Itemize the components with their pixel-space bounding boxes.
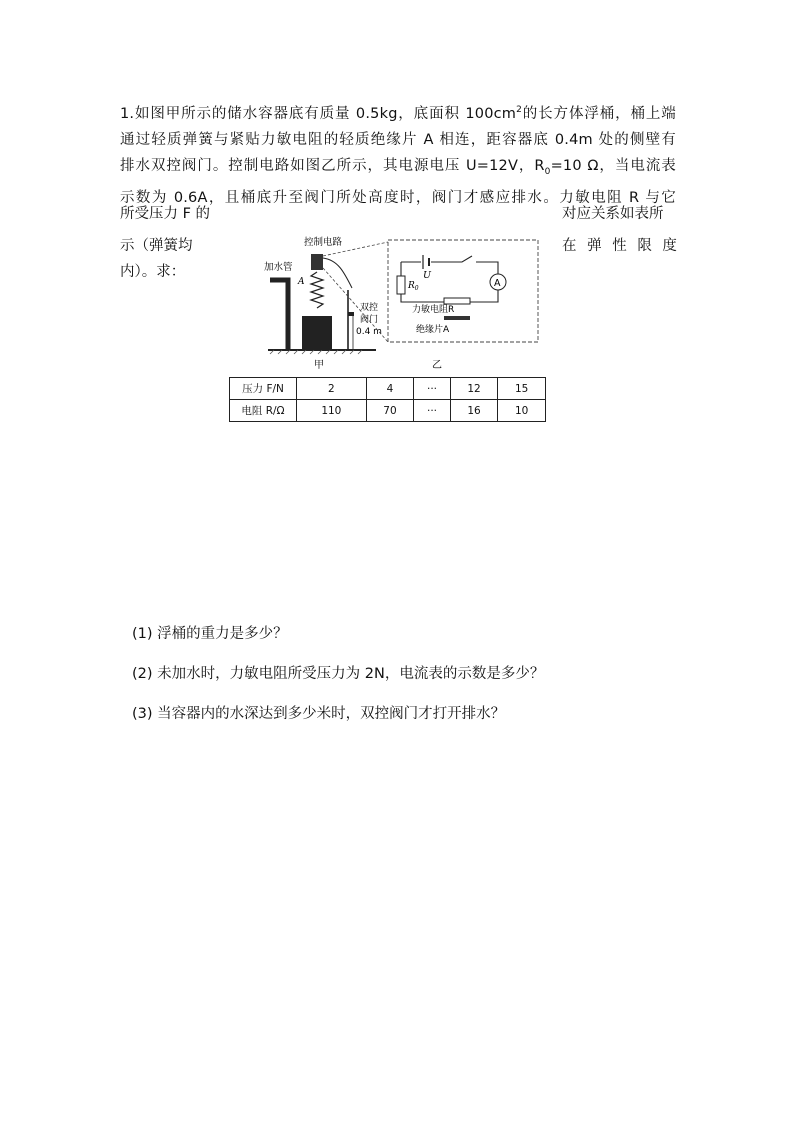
label-pipe: 加水管 (264, 262, 293, 273)
table-cell: 70 (366, 400, 414, 422)
problem-line-5-left: 所受压力 F 的 (120, 206, 211, 222)
problem-text (120, 97, 676, 211)
table-row (230, 378, 546, 400)
force-resistor (444, 298, 470, 304)
problem-line-2: 通过轻质弹簧与紧贴力敏电阻的轻质绝缘片 A 相连，距容器底 0.4m 处的侧壁有 (120, 131, 676, 148)
table-cell: 2 (297, 378, 367, 400)
problem-line-4: 示数为 0.6A，且桶底升至阀门所处高度时，阀门才感应排水。力敏电阻 R 与它 (120, 189, 676, 206)
water-pipe (270, 280, 288, 350)
label-R0: $R_0$ (408, 281, 419, 292)
question-2: (2) 未加水时，力敏电阻所受压力为 2N，电流表的示数是多少？ (132, 666, 545, 682)
problem-line-1: 1.如图甲所示的储水容器底有质量 0.5kg，底面积 $100cm^2$的长方体浮桶，桶上端 (120, 105, 677, 122)
problem-line-7-left: 内）。求： (120, 264, 186, 280)
spring (311, 272, 323, 308)
problem-line-3: 排水双控阀门。控制电路如图乙所示，其电源电压 U=12V，$R_0=10$ Ω，当电流表 (120, 157, 676, 177)
table-cell: 10 (498, 400, 546, 422)
table-cell: 4 (366, 378, 414, 400)
label-height: 0.4 m (356, 327, 382, 337)
circuit-wires (401, 256, 498, 302)
table-cell: ··· (414, 378, 450, 400)
insulator-plate (444, 316, 470, 320)
problem-line-5-right: 对应关系如表所 (562, 206, 664, 222)
label-jia: 甲 (314, 360, 324, 371)
label-control: 控制电路 (304, 237, 343, 248)
float-bucket (302, 316, 332, 350)
label-valve-1: 双控 (360, 303, 379, 313)
label-U: U (423, 270, 432, 281)
valve (348, 312, 354, 316)
label-yi: 乙 (432, 360, 442, 371)
table-row (230, 400, 546, 422)
table-header-resistance: 电阻 R/Ω (230, 400, 297, 422)
label-valve-2: 阀门 (360, 315, 379, 325)
label-A: A (298, 277, 305, 287)
table-cell: ··· (414, 400, 450, 422)
sensor-block (311, 254, 323, 270)
table-cell: 15 (498, 378, 546, 400)
table-header-force: 压力 F/N (230, 378, 297, 400)
label-insulator: 绝缘片A (416, 325, 450, 335)
label-force-resistor: 力敏电阻R (412, 305, 455, 315)
circuit-box (388, 240, 538, 342)
problem-line-6-right: 在 弹 性 限 度 (562, 238, 680, 254)
table-cell: 110 (297, 400, 367, 422)
question-1: (1) 浮桶的重力是多少？ (132, 626, 288, 642)
problem-line-6-left: 示（弹簧均 (120, 238, 193, 254)
question-3: (3) 当容器内的水深达到多少米时，双控阀门才打开排水？ (132, 706, 506, 722)
figure-diagram (226, 232, 550, 377)
table-cell: 16 (450, 400, 498, 422)
force-resistance-table (229, 377, 546, 422)
resistor-R0 (397, 276, 405, 294)
label-ammeter: A (494, 278, 501, 289)
table-cell: 12 (450, 378, 498, 400)
